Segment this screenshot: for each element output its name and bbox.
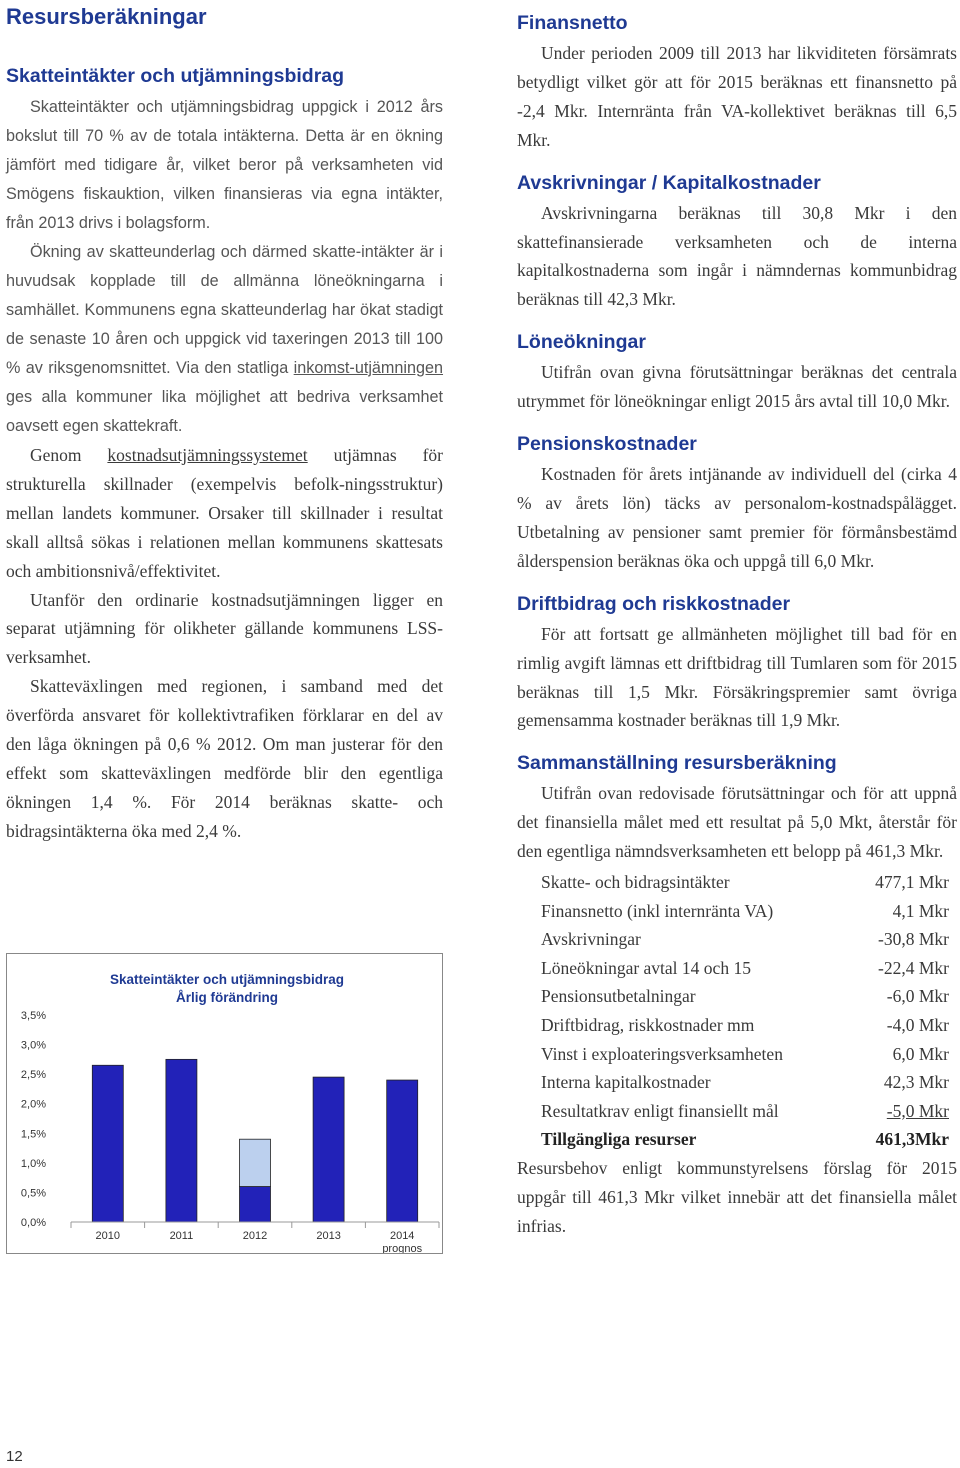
x-tick-label: 2014 [389, 1230, 415, 1242]
summary-label: Resultatkrav enligt finansiellt mål [541, 1100, 779, 1121]
bar-chart [6, 953, 443, 1254]
loneokningar-text: Utifrån ovan givna förutsättningar beräknas det centrala utrymmet för löneökningar enligt 2015 års avtal till 10,0 Mkr. [517, 362, 957, 412]
chart-title: Skatteintäkter och utjämningsbidrag [109, 972, 345, 987]
summary-row [541, 982, 949, 1011]
y-tick-label: 2,5% [20, 1069, 46, 1082]
summary-label: Driftbidrag, riskkostnader mm [541, 1015, 755, 1035]
bar-2013-segment-0 [313, 1077, 344, 1222]
summary-row [541, 868, 949, 897]
sammanstallning-text: Utifrån ovan redovisade förutsättningar och för att uppnå det finansiella målet med ett resultat på 5,0 Mkt, återstår för den egentliga nämndsverksamheten ett belopp på 461,3 Mkr. [517, 783, 957, 862]
y-tick-label: 3,0% [20, 1039, 46, 1052]
summary-label: Skatte- och bidragsintäkter [541, 872, 730, 893]
right-column [517, 10, 957, 1241]
summary-value: 42,3 Mkr [883, 1072, 949, 1093]
summary-row [541, 954, 949, 983]
summary-value: -30,8 Mkr [878, 929, 949, 950]
x-tick-sublabel: prognos [382, 1243, 423, 1253]
section-heading-finansnetto: Finansnetto [517, 12, 628, 34]
bar-2011-segment-0 [166, 1059, 197, 1222]
summary-value: -4,0 Mkr [886, 1015, 949, 1035]
paragraph-4: Utanför den ordinarie kostnadsutjämningen ligger en separat utjämning för olikheter gällande kommunens LSS-verksamhet. [6, 589, 443, 668]
summary-row [541, 1011, 949, 1040]
left-column [6, 63, 443, 846]
summary-label: Interna kapitalkostnader [541, 1072, 711, 1093]
x-tick-label: 2012 [242, 1230, 268, 1242]
paragraph-5: Skatteväxlingen med regionen, i samband med det överförda ansvaret för kollektivtrafiken förklarar en del av den låga ökningen på 0,6 % 2012. Om man justerar för den effekt som skatteväxlingen medförde blir den egentliga ökningen 1,4 %. För 2014 beräknas skatte- och bidragsintäkterna öka med 2,4 %. [6, 676, 443, 841]
summary-total-wrap [541, 1125, 949, 1154]
section-heading-pensionskostnader: Pensionskostnader [517, 433, 697, 456]
chart-bars [92, 1059, 417, 1222]
chart-svg [7, 954, 442, 1253]
section-heading-driftbidrag: Driftbidrag och riskkostnader [517, 592, 791, 615]
page-number: 12 [6, 1448, 23, 1465]
x-tick-label: 2013 [316, 1230, 341, 1242]
summary-label: Finansnetto (inkl internränta VA) [541, 900, 774, 921]
summary-label: Vinst i exploateringsverksamheten [541, 1043, 783, 1064]
page-title: Resursberäkningar [6, 4, 207, 29]
summary-value: 477,1 Mkr [875, 872, 949, 893]
bar-2012-segment-0 [240, 1187, 271, 1222]
link-kostnadsutjamning[interactable]: kostnadsutjämningssystemet [107, 445, 308, 465]
summary-value: 4,1 Mkr [892, 900, 949, 921]
y-tick-label: 1,0% [20, 1157, 46, 1170]
chart-subtitle: Årlig förändring [176, 990, 278, 1005]
y-tick-label: 1,5% [20, 1128, 46, 1141]
section-heading-loneokningar: Löneökningar [517, 331, 646, 354]
chart-x-axis [71, 1222, 439, 1253]
summary-label: Avskrivningar [541, 929, 641, 950]
chart-y-axis [21, 1010, 46, 1229]
summary-total-row [541, 1125, 949, 1154]
avskrivningar-text: Avskrivningarna beräknas till 30,8 Mkr i den skattefinansierade verksamheten och de interna kapitalkostnaderna som ingår i nämndernas kommunbidrag beräknas till 42,3 Mkr. [517, 202, 957, 310]
summary-row [541, 1097, 949, 1126]
summary-value: 6,0 Mkr [892, 1043, 949, 1064]
summary-row [541, 1068, 949, 1097]
summary-value: -5,0 Mkr [886, 1100, 949, 1121]
section-heading-avskrivningar: Avskrivningar / Kapitalkostnader [517, 171, 821, 194]
y-tick-label: 3,5% [20, 1010, 46, 1022]
summary-value: -6,0 Mkr [886, 986, 949, 1007]
finansnetto-text: Under perioden 2009 till 2013 har likviditeten försämrats betydligt vilket gör att för 2015 beräknas ett finansnetto på -2,4 Mkr. Internränta från VA-kollektivet beräknas till 6,5 Mkr. [517, 43, 957, 150]
summary-label: Pensionsutbetalningar [541, 986, 696, 1007]
pensionskostnader-text: Kostnaden för årets intjänande av individuell del (cirka 4 % av årets lön) täcks av personalom-kostnadspålägget. Utbetalning av pensioner samt premier för förmånsbestämd ålderspension beräknas öka och uppgå till 6,0 Mkr. [517, 464, 957, 571]
summary-row [541, 897, 949, 926]
driftbidrag-text: För att fortsatt ge allmänheten möjlighet till bad för en rimlig avgift lämnas ett driftbidrag till Tumlaren som för 2015 beräknas till 1,5 Mkr. Försäkringspremier samt övriga gemensamma kostnader beräknas till 1,9 Mkr. [517, 623, 957, 731]
section-heading-skatteintakter: Skatteintäkter och utjämningsbidrag [6, 65, 345, 87]
bar-2012-segment-1 [240, 1139, 271, 1186]
link-inkomstutjamning[interactable]: inkomst-utjämningen [293, 359, 444, 377]
bar-2010-segment-0 [92, 1065, 123, 1222]
x-tick-label: 2010 [95, 1230, 121, 1242]
paragraph-2 [6, 238, 443, 441]
paragraph-1: Skatteintäkter och utjämningsbidrag uppgick i 2012 års bokslut till 70 % av de totala intäkterna. Detta är en ökning jämfört med tidigare år, vilket beror på verksamheten vid Smögens fiskauktion, vilken finansieras via egna intäkter, från 2013 drivs i bolagsform. [6, 98, 443, 232]
paragraph-3-end: utjämnas för strukturella skillnader (exempelvis befolk-ningsstruktur) mellan landets kommuner. Orsaker till skillnader i resultat skall alltså sökas i relationen mellan kommunens skattesats och ambitionsnivå/effektivitet. [6, 445, 444, 581]
section-heading-sammanstallning: Sammanställning resursberäkning [517, 752, 837, 775]
x-tick-label: 2011 [169, 1230, 194, 1242]
paragraph-2-text: Ökning av skatteunderlag och därmed skatte-intäkter är i huvudsak kopplade till de allmänna löneökningarna i samhället. Kommunens egna skatteunderlag har ökat stadigt de senaste 10 åren och uppgick vid taxeringen 2013 till 100 % av riksgenomsnittet. Via den statliga [6, 243, 443, 377]
y-tick-label: 2,0% [20, 1098, 46, 1111]
y-tick-label: 0,0% [20, 1217, 46, 1229]
paragraph-3-start: Genom [30, 445, 82, 465]
paragraph-2-end: ges alla kommuner lika möjlighet att bedriva verksamhet oavsett egen skattekraft. [6, 388, 443, 435]
summary-total-label: Tillgängliga resurser [541, 1129, 697, 1150]
summary-row [541, 1040, 949, 1069]
closing-text: Resursbehov enligt kommunstyrelsens förslag för 2015 uppgår till 461,3 Mkr vilket innebär att det finansiella målet infrias. [517, 1157, 957, 1236]
summary-value: -22,4 Mkr [878, 957, 949, 978]
summary-row [541, 925, 949, 954]
y-tick-label: 0,5% [20, 1187, 46, 1200]
summary-table [541, 868, 949, 1125]
paragraph-3 [6, 441, 443, 586]
bar-2014-segment-0 [387, 1080, 418, 1222]
summary-label: Löneökningar avtal 14 och 15 [541, 957, 751, 978]
summary-total-value: 461,3Mkr [875, 1129, 949, 1150]
